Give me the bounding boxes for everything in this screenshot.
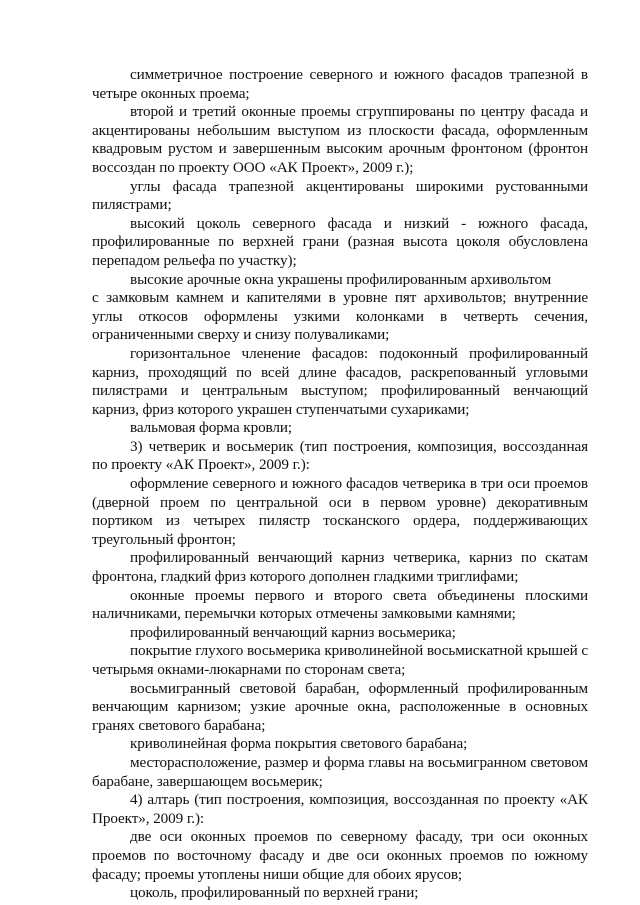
paragraph-plinth: высокий цоколь северного фасада и низкий - южного фасада, профилированные по верхней грани (разная высота цоколя обусловлена перепадом рельефа по участку); — [92, 214, 588, 269]
paragraph-arched-windows: высокие арочные окна украшены профилированным архивольтом — [130, 270, 552, 288]
paragraph-chetverik-cornice: профилированный венчающий карниз четверика, карниз по скатам фронтона, гладкий фриз которого дополнен гладкими триглифами; — [92, 549, 588, 586]
paragraph-altar-plinth: цоколь, профилированный по верхней грани; — [130, 884, 419, 902]
paragraph-drum: восьмигранный световой барабан, оформленный профилированным венчающим карнизом; узкие арочные окна, расположенные в основных гранях светового барабана; — [92, 679, 588, 734]
paragraph-dome: месторасположение, размер и форма главы на восьмигранном световом барабане, завершающем восьмерик; — [92, 753, 588, 790]
paragraph-vosmerik-roof: покрытие глухого восьмерика криволинейной восьмискатной крышей с четырьмя окнами-люкарнами по сторонам света; — [92, 642, 588, 678]
paragraph-vosmerik-cornice: профилированный венчающий карниз восьмерика; — [130, 623, 456, 641]
paragraph-drum-roof: криволинейная форма покрытия светового барабана; — [130, 735, 468, 753]
paragraph-altar-windows: две оси оконных проемов по северному фасаду, три оси оконных проемов по восточному фасаду и две оси оконных проемов по южному фасаду; проемы утоплены ниши общие для обоих ярусов; — [92, 828, 588, 883]
paragraph-hip-roof: вальмовая форма кровли; — [130, 419, 293, 437]
paragraph-horizontal-division: горизонтальное членение фасадов: подоконный профилированный карниз, проходящий по всей длине фасадов, раскрепованный угловыми пилястрами и центральным выступом; профилированный венчающий карниз, фриз которого украшен ступенчатыми сухариками; — [92, 344, 588, 418]
paragraph-window-surrounds: оконные проемы первого и второго света объединены плоскими наличниками, перемычки которых отмечены замковыми камнями; — [92, 586, 588, 623]
paragraph-facade-symmetry: симметричное построение северного и южного фасадов трапезной в четыре оконных проема; — [92, 66, 588, 102]
paragraph-section-3-heading: 3) четверик и восьмерик (тип построения, композиция, воссозданная по проекту «АК Проект», 2009 г.): — [92, 437, 588, 474]
paragraph-corner-pilasters: углы фасада трапезной акцентированы широкими рустованными пилястрами; — [92, 177, 588, 214]
paragraph-window-grouping: второй и третий оконные проемы сгруппированы по центру фасада и акцентированы небольшим выступом из плоскости фасада, оформленным квадровым рустом и завершенным высоким арочным фронтоном (фронтон воссоздан по проекту ООО «АК Проект», 2009 г.); — [92, 103, 588, 176]
paragraph-keystone-capitals: с замковым камнем и капителями в уровне пят архивольтов; внутренние углы откосов оформлены узкими колонками в четверть сечения, ограниченными сверху и снизу полуваликами; — [92, 289, 588, 344]
paragraph-section-4-heading: 4) алтарь (тип построения, композиция, воссозданная по проекту «АК Проект», 2009 г.): — [92, 791, 588, 827]
document-page — [92, 66, 588, 903]
paragraph-chetverik-facades: оформление северного и южного фасадов четверика в три оси проемов (дверной проем по центральной оси в первом уровне) декоративным портиком из четырех пилястр тосканского ордера, поддерживающих треугольный фронтон; — [92, 475, 588, 548]
